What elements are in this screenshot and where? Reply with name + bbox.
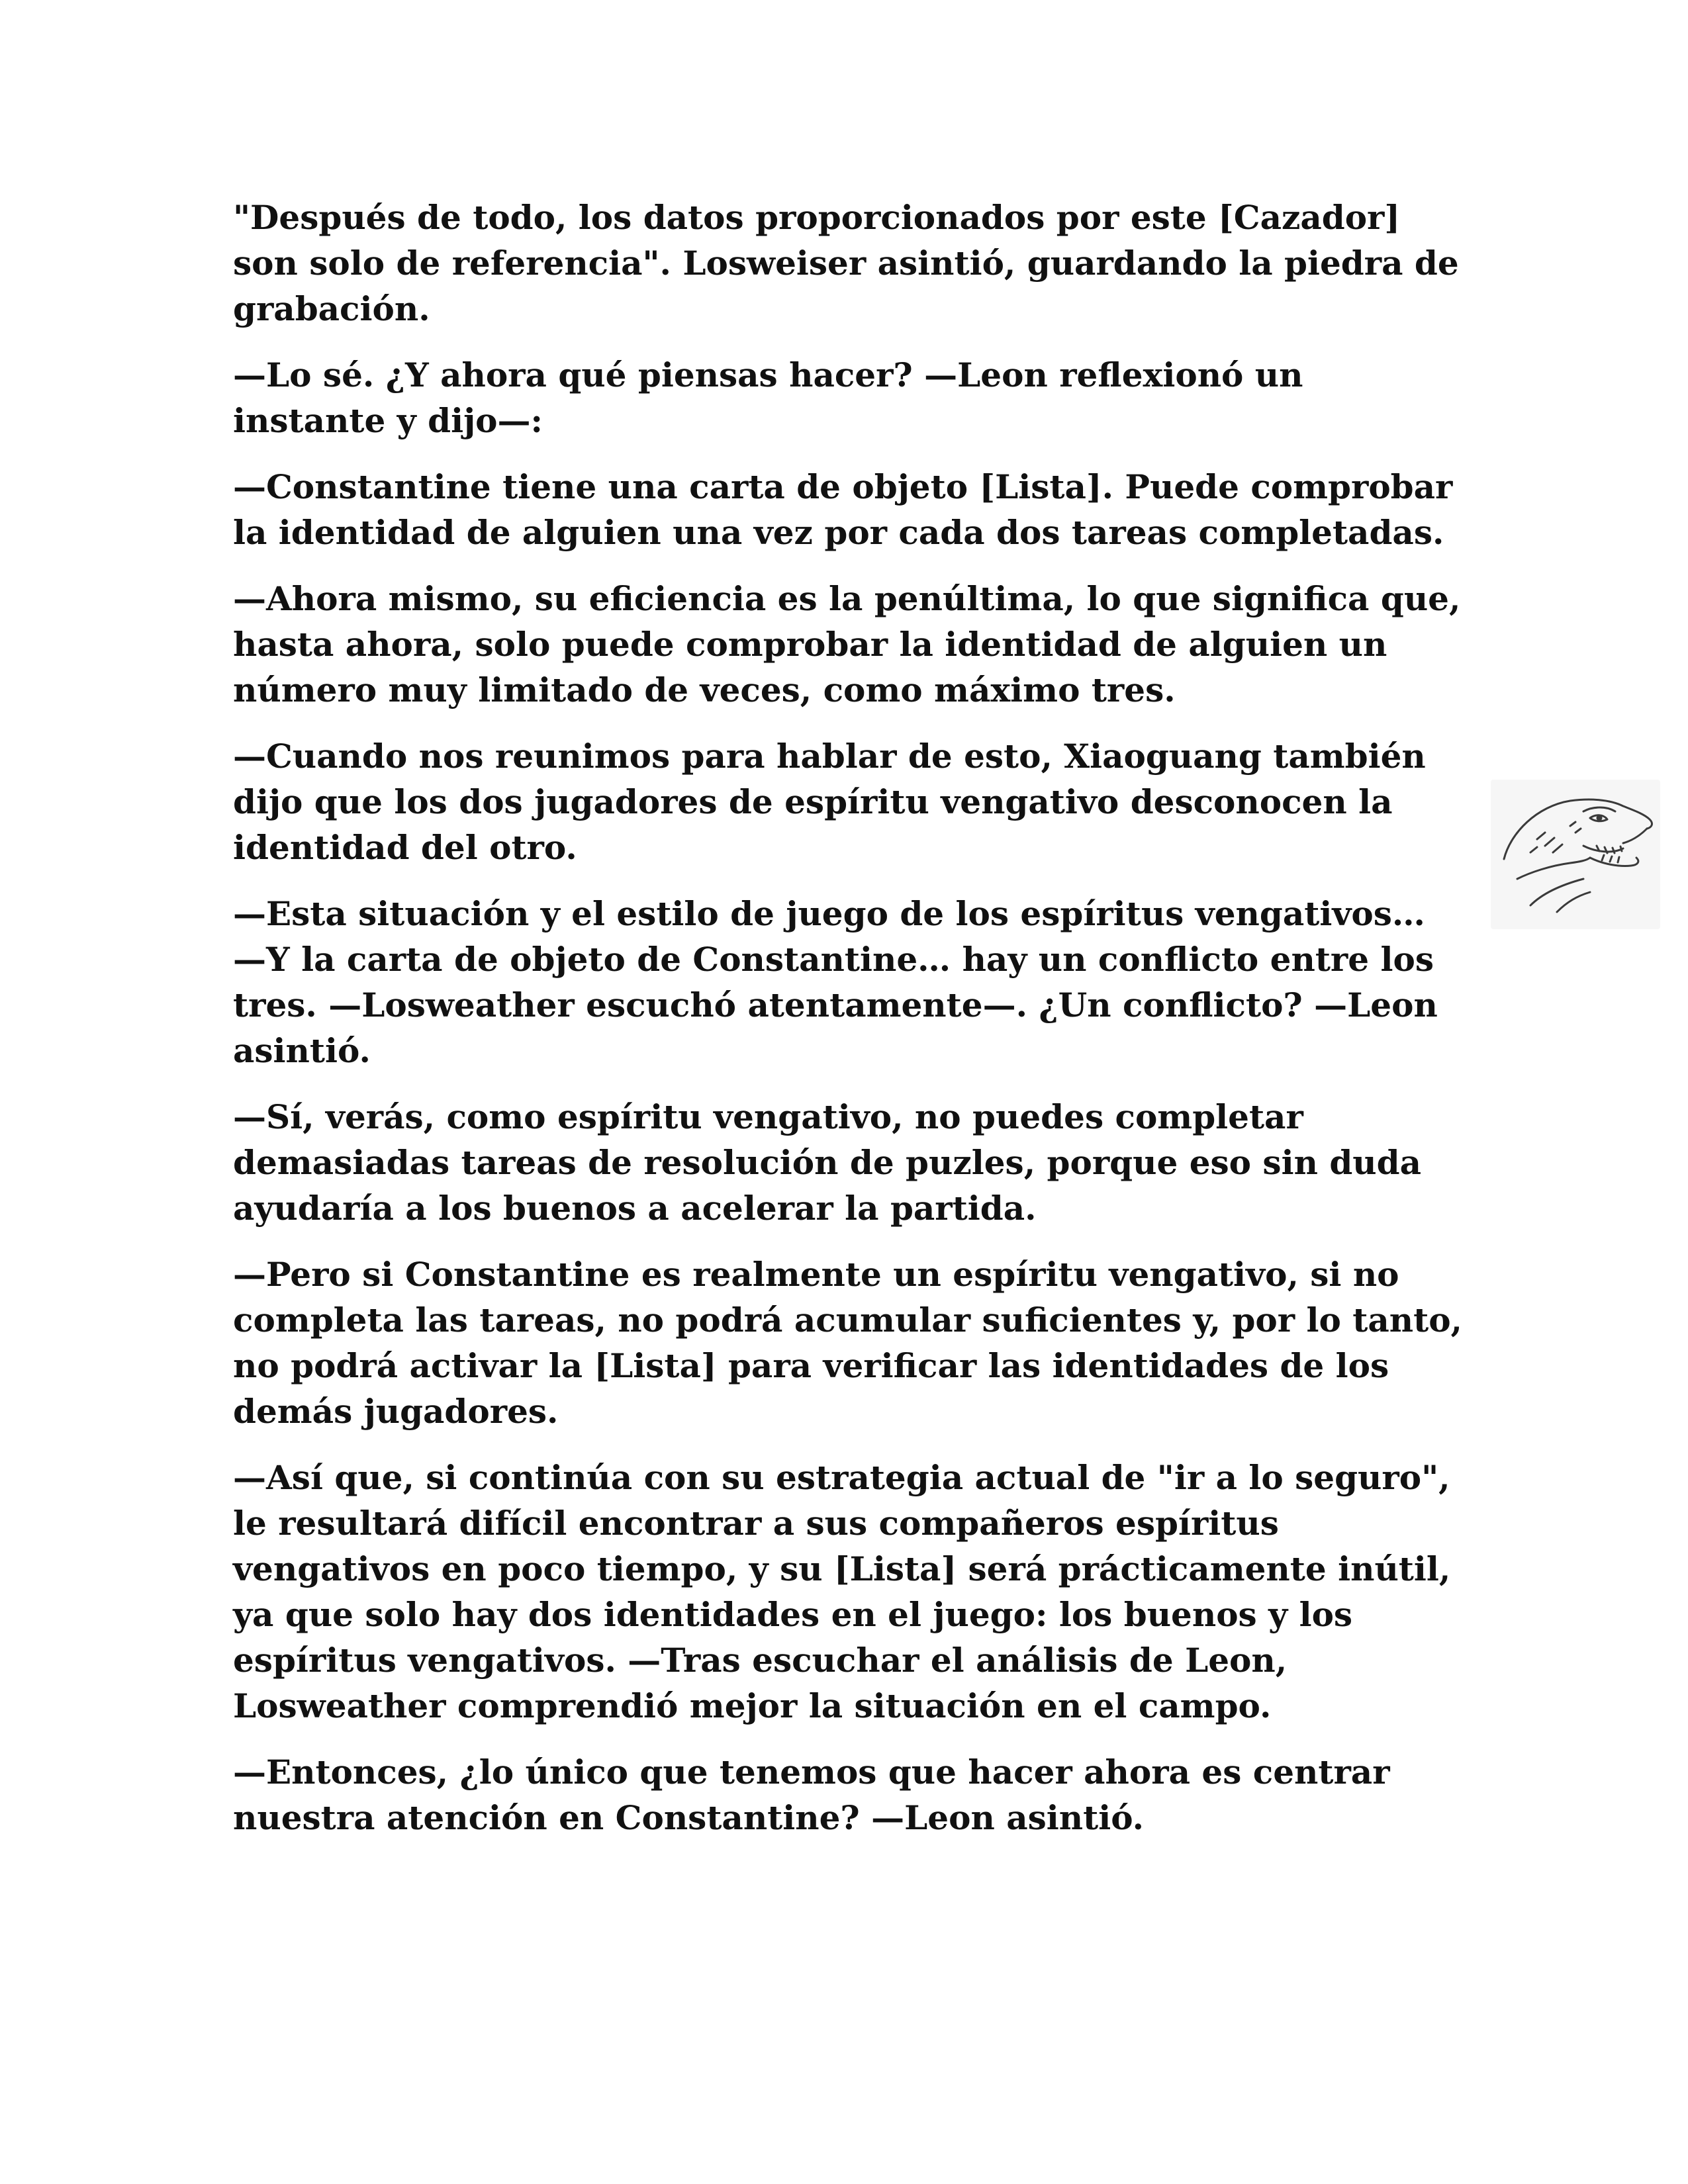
paragraph-4: —Ahora mismo, su eficiencia es la penúltima, lo que significa que, hasta ahora, solo puede comprobar la identidad de alguien un número muy limitado de veces, como máximo tres. — [233, 579, 1461, 709]
dinosaur-head-sketch-icon — [1491, 780, 1660, 929]
paragraph-8: —Pero si Constantine es realmente un espíritu vengativo, si no completa las tareas, no podrá acumular suficientes y, por lo tanto, no podrá activar la [Lista] para verificar las identidades de los demás jugadores. — [233, 1255, 1462, 1431]
paragraph-9: —Así que, si continúa con su estrategia actual de "ir a lo seguro", le resultará difícil encontrar a sus compañeros espíritus vengativos en poco tiempo, y su [Lista] será prácticamente inútil, ya que solo hay dos identidades en el juego: los buenos y los espíritus vengativos. —Tras escuchar el análisis de Leon, Losweather comprendió mejor la situación en el campo. — [233, 1458, 1451, 1725]
paragraph-7: —Sí, verás, como espíritu vengativo, no puedes completar demasiadas tareas de resolución de puzles, porque eso sin duda ayudaría a los buenos a acelerar la partida. — [233, 1097, 1421, 1228]
paragraph-3: —Constantine tiene una carta de objeto [Lista]. Puede comprobar la identidad de alguien una vez por cada dos tareas completadas. — [233, 467, 1453, 552]
paragraph-1: "Después de todo, los datos proporcionados por este [Cazador] son solo de referencia". Losweiser asintió, guardando la piedra de grabación. — [233, 198, 1459, 328]
paragraph-2: —Lo sé. ¿Y ahora qué piensas hacer? —Leon reflexionó un instante y dijo—: — [233, 355, 1303, 440]
paragraph-5: —Cuando nos reunimos para hablar de esto, Xiaoguang también dijo que los dos jugadores de espíritu vengativo desconocen la identidad del otro. — [233, 737, 1426, 867]
paragraph-10: —Entonces, ¿lo único que tenemos que hacer ahora es centrar nuestra atención en Constantine? —Leon asintió. — [233, 1752, 1390, 1837]
body-text — [233, 195, 1464, 1861]
paragraph-6: —Esta situación y el estilo de juego de los espíritus vengativos… —Y la carta de objeto de Constantine… hay un conflicto entre los tres. —Losweather escuchó atentamente—. ¿Un conflicto? —Leon asintió. — [233, 894, 1438, 1070]
